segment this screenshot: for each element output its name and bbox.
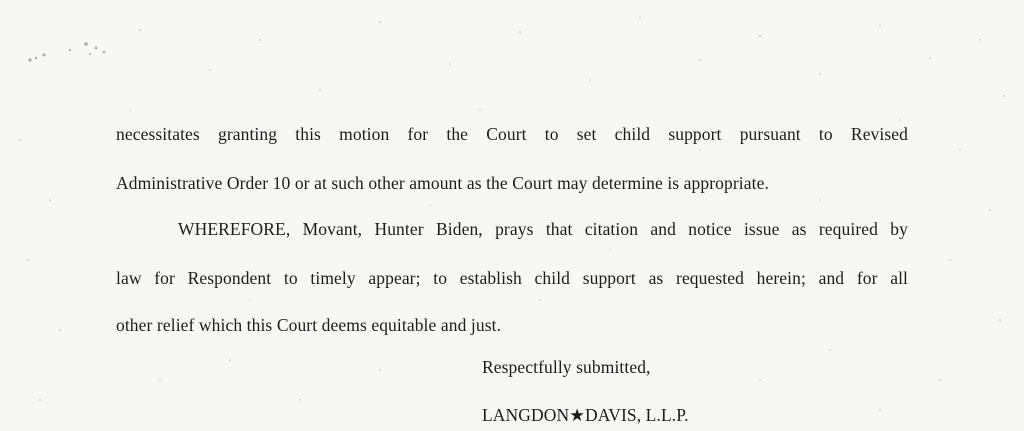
body-line-2: Administrative Order 10 or at such other amount as the Court may determine is appropriate. bbox=[116, 173, 769, 193]
wherefore-text: WHEREFORE, Movant, Hunter Biden, prays that citation and notice issue as required by bbox=[178, 219, 908, 239]
wherefore-line bbox=[116, 219, 908, 239]
body-line-5: other relief which this Court deems equitable and just. bbox=[116, 315, 502, 335]
body-line-1: necessitates granting this motion for the Court to set child support pursuant to Revised bbox=[116, 124, 908, 144]
closing-salutation: Respectfully submitted, bbox=[482, 357, 651, 377]
body-line-4: law for Respondent to timely appear; to establish child support as requested herein; and for all bbox=[116, 268, 908, 288]
firm-name: LANGDON★DAVIS, L.L.P. bbox=[482, 405, 689, 425]
